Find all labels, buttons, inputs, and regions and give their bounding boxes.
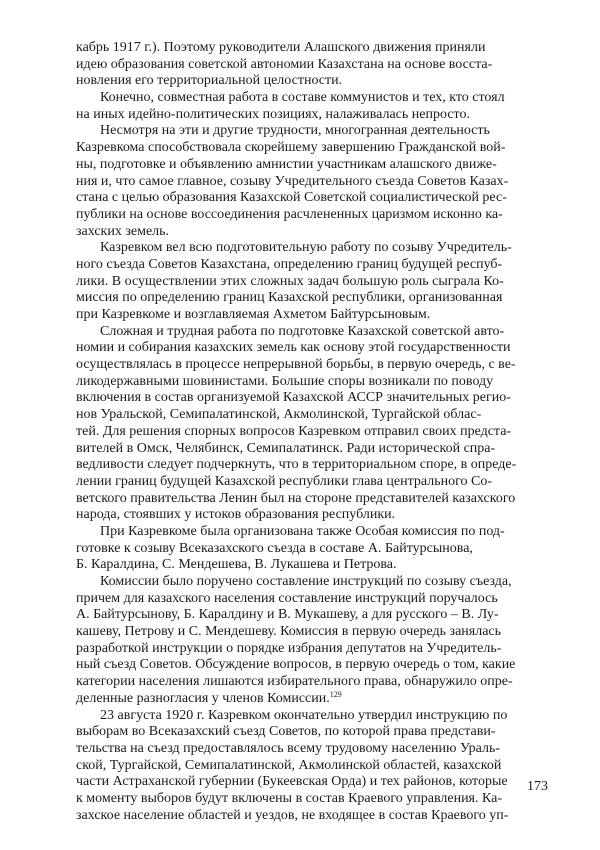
text-line: захских земель. <box>76 223 170 239</box>
paragraph <box>76 324 550 524</box>
text-line: Комиссии было поручено составление инструкций по созыву съезда, <box>100 574 512 589</box>
text-line: ведливости следует подчеркнуть, что в территориальном споре, в опреде- <box>76 457 517 473</box>
text-line: 23 августа 1920 г. Казревком окончательно утвердил инструкцию по <box>100 707 508 723</box>
text-line: ный съезд Советов. Обсуждение вопросов, в первую очередь о том, какие <box>76 657 516 673</box>
text-line: народа, стоявших у истоков образования республики. <box>76 507 396 523</box>
paragraph <box>76 40 550 90</box>
text-line: при Казревкоме и возглавляемая Ахметом Байтурсыновым. <box>76 307 431 322</box>
paragraph <box>76 524 550 574</box>
text-line: готовке к созыву Всеказахского съезда в составе А. Байтурсынова, <box>76 540 473 556</box>
text-line: новления его территориальной целостности. <box>76 73 343 89</box>
text-line: ного съезда Советов Казахстана, определению границ будущей респуб- <box>76 256 503 272</box>
text-line: ликодержавными шовинистами. Большие споры возникали по поводу <box>76 373 494 389</box>
body-text <box>76 40 550 824</box>
text-line: к моменту выборов будут включены в состав Краевого управления. Ка- <box>76 790 503 806</box>
paragraph <box>76 240 550 323</box>
text-line: Несмотря на эти и другие трудности, многогранная деятельность <box>100 123 490 139</box>
text-line: Сложная и трудная работа по подготовке Казахской советской авто- <box>100 323 505 339</box>
text-line: ветского правительства Ленин был на стороне представителей казахского <box>76 490 516 506</box>
text-line: миссия по определению границ Казахской республики, организованная <box>76 290 503 306</box>
paragraph <box>76 574 550 708</box>
footnote-reference: 129 <box>329 689 342 699</box>
text-line: При Казревкоме была организована также Особая комиссия по под- <box>100 523 505 539</box>
text-line: Казревком вел всю подготовительную работу по созыву Учредитель- <box>100 240 512 256</box>
text-line: части Астраханской губернии (Букеевская Орда) и тех районов, которые <box>76 774 508 790</box>
text-line: на иных идейно-политических позициях, налаживалась непросто. <box>76 106 470 122</box>
paragraph <box>76 123 550 240</box>
text-line: Б. Каралдина, С. Мендешева, В. Лукашева и Петрова. <box>76 557 397 573</box>
text-line: осуществлялась в процессе непрерывной борьбы, в первую очередь, с ве- <box>76 357 516 373</box>
text-line: кабрь 1917 г.). Поэтому руководители Алашского движения приняли <box>76 40 486 55</box>
text-line: вителей в Омск, Челябинск, Семипалатинск. Ради исторической спра- <box>76 440 496 456</box>
paragraph <box>76 708 550 825</box>
text-line: категории населения лишаются избирательного права, обнаружило опре- <box>76 674 513 690</box>
text-line: включения в состав организуемой Казахской АССР значительных регио- <box>76 390 511 406</box>
text-line: лики. В осуществлении этих сложных задач большую роль сыграла Ко- <box>76 273 504 289</box>
text-line: Конечно, совместная работа в составе коммунистов и тех, кто стоял <box>100 90 505 106</box>
text-line: ской, Тургайской, Семипалатинской, Акмолинской областей, казахской <box>76 757 502 773</box>
text-line: лении границ будущей Казахской республики глава центрального Со- <box>76 473 493 489</box>
paragraph <box>76 90 550 123</box>
text-line: публики на основе воссоединения расчлененных царизмом исконно ка- <box>76 206 503 222</box>
text-line: идею образования советской автономии Казахстана на основе восста- <box>76 56 493 72</box>
text-line: А. Байтурсынову, Б. Каралдину и В. Мукашеву, а для русского – В. Лу- <box>76 607 499 623</box>
text-line: тей. Для решения спорных вопросов Казревком отправил своих предста- <box>76 423 512 439</box>
text-line: номии и собирания казахских земель как основу этой государственности <box>76 340 511 356</box>
text-line: стана с целью образования Казахской Советской социалистической рес- <box>76 190 507 206</box>
text-line: ны, подготовке и объявлению амнистии участникам алашского движе- <box>76 156 497 172</box>
page-number: 173 <box>527 779 548 794</box>
text-line: Казревкома способствовала скорейшему завершению Гражданской вой- <box>76 140 506 156</box>
text-line: деленные разногласия у членов Комиссии.$^{129}$ <box>76 689 342 706</box>
text-line: причем для казахского населения составление инструкций поручалось <box>76 590 498 606</box>
text-line: кашеву, Петрову и С. Мендешеву. Комиссия в первую очередь занялась <box>76 624 502 640</box>
text-line: захское население областей и уездов, не входящее в состав Краевого уп- <box>76 807 509 823</box>
text-line: ния и, что самое главное, созыву Учредительного съезда Советов Казах- <box>76 173 509 189</box>
text-line: тельства на съезд предоставлялось всему трудовому населению Ураль- <box>76 740 501 756</box>
text-line: разработкой инструкции о порядке избрания депутатов на Учредитель- <box>76 640 502 656</box>
text-line: нов Уральской, Семипалатинской, Акмолинской, Тургайской облас- <box>76 407 482 423</box>
text-line: выборам во Всеказахский съезд Советов, по которой права представи- <box>76 724 496 740</box>
